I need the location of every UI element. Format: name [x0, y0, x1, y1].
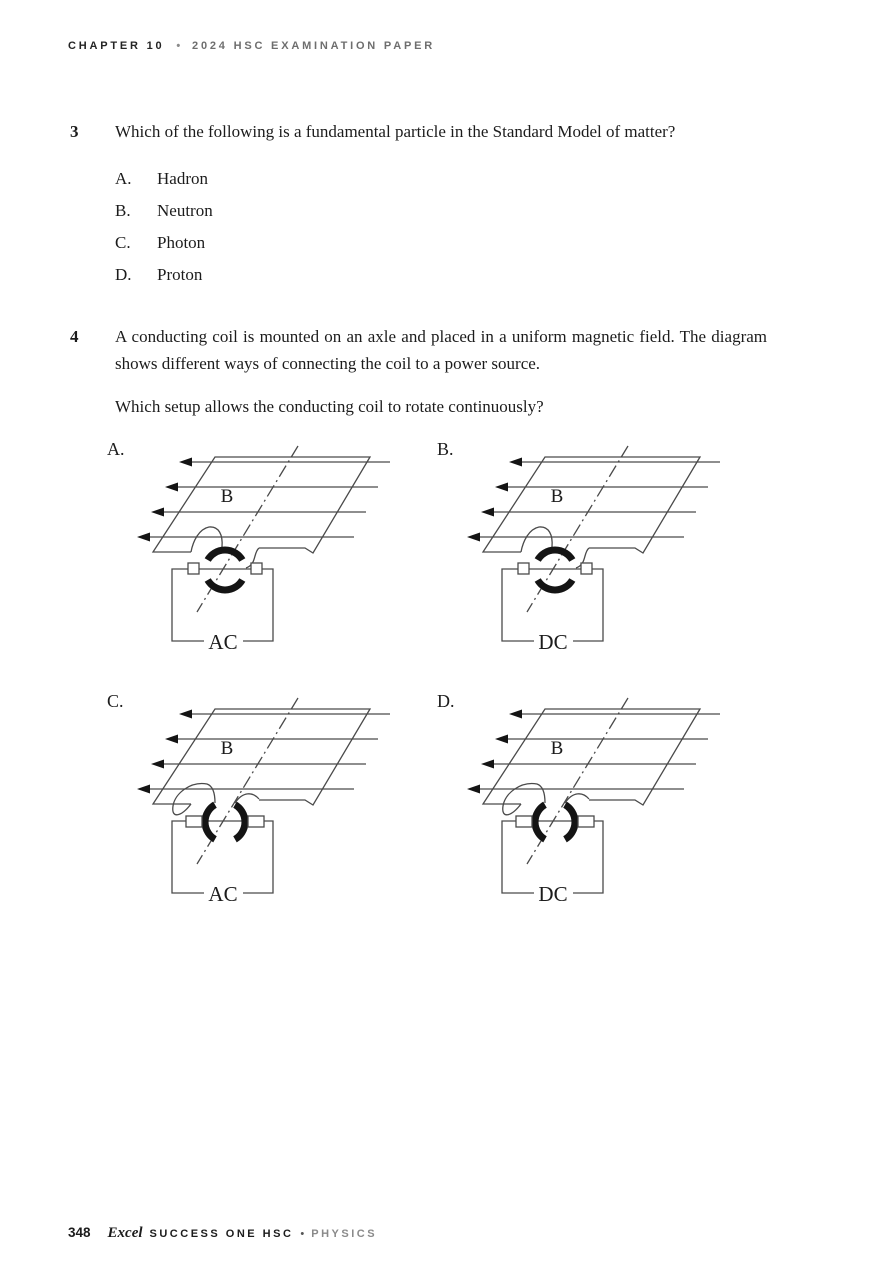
svg-text:B: B — [220, 486, 234, 507]
footer-separator-bullet: • — [300, 1228, 305, 1240]
question-4-diagram-grid — [107, 437, 767, 941]
option-c-text: Photon — [157, 233, 206, 252]
diagram-d-option-label: D. — [437, 691, 455, 711]
svg-text:B: B — [550, 486, 564, 507]
option-a-letter: A. — [115, 169, 132, 188]
option-d-text: Proton — [157, 265, 203, 284]
running-header — [68, 40, 435, 52]
option-c — [115, 233, 767, 265]
page-number: 348 — [68, 1225, 91, 1240]
circuit-diagram-b — [437, 437, 767, 689]
footer-series: SUCCESS ONE HSC — [149, 1228, 294, 1240]
option-b — [115, 201, 767, 233]
question-4-text: A conducting coil is mounted on an axle and placed in a uniform magnetic field. The diagram shows different ways of connecting the coil to a power source. — [115, 327, 767, 373]
question-4-prompt: Which setup allows the conducting coil to rotate continuously? — [115, 397, 544, 416]
svg-text:B: B — [550, 738, 564, 759]
coil-circuit-drawing-b — [437, 437, 767, 669]
footer-subject: PHYSICS — [311, 1228, 378, 1240]
question-4-content — [115, 323, 767, 420]
question-3-number: 3 — [70, 122, 79, 141]
svg-text:B: B — [220, 738, 234, 759]
question-3-text: Which of the following is a fundamental particle in the Standard Model of matter? — [115, 122, 676, 141]
question-3-content — [115, 118, 767, 297]
question-3 — [70, 118, 767, 297]
brand-logo-excel: Excel — [107, 1225, 143, 1241]
option-b-text: Neutron — [157, 201, 213, 220]
option-a-text: Hadron — [157, 169, 208, 188]
circuit-diagram-d — [437, 689, 767, 941]
chapter-label: CHAPTER 10 — [68, 40, 165, 52]
option-a — [115, 169, 767, 201]
question-3-options — [115, 169, 767, 297]
coil-circuit-drawing-d — [437, 689, 767, 921]
option-d-letter: D. — [115, 265, 132, 284]
diagram-c-option-label: C. — [107, 691, 124, 711]
question-4 — [70, 323, 767, 420]
circuit-diagram-a — [107, 437, 437, 689]
svg-text:AC: AC — [208, 882, 238, 906]
page-footer — [68, 1225, 377, 1242]
option-b-letter: B. — [115, 201, 131, 220]
option-c-letter: C. — [115, 233, 131, 252]
question-4-number: 4 — [70, 327, 79, 346]
svg-text:AC: AC — [208, 630, 238, 654]
circuit-diagram-c — [107, 689, 437, 941]
diagram-a-option-label: A. — [107, 439, 125, 459]
header-separator-bullet: • — [176, 40, 181, 52]
svg-text:DC: DC — [538, 630, 568, 654]
coil-circuit-drawing-a — [107, 437, 437, 669]
header-title: 2024 HSC EXAMINATION PAPER — [192, 40, 435, 52]
svg-text:DC: DC — [538, 882, 568, 906]
diagram-b-option-label: B. — [437, 439, 454, 459]
coil-circuit-drawing-c — [107, 689, 437, 921]
option-d — [115, 265, 767, 297]
